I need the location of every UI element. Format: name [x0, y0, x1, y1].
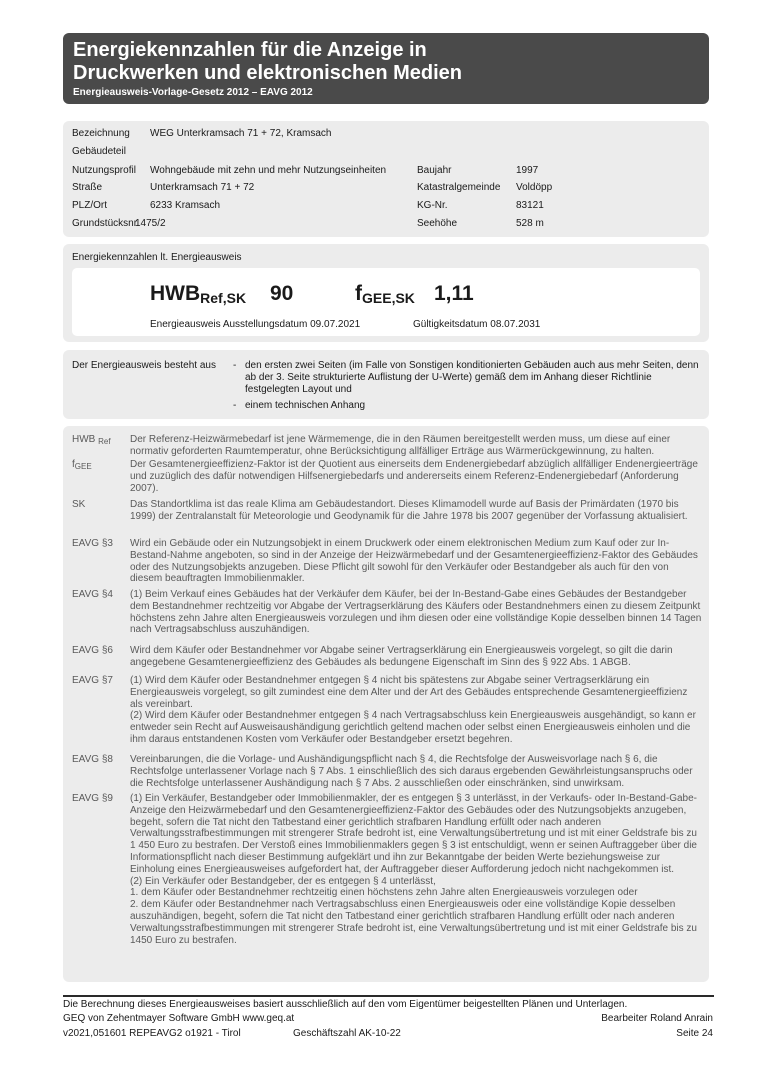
composition-label: Der Energieausweis besteht aus — [72, 360, 216, 371]
gueltig-date — [413, 319, 540, 330]
legal-text: (1) Beim Verkauf eines Gebäudes hat der Verkäufer dem Käufer, bei der In-Bestand-Gabe eines Gebäudes der Bestandgeber dem Bestandnehmer rechtzeitig vor Abgabe der Vertragserklärung des Käufers oder Bestandnehmers einen zu diesem Zeitpunkt höchstens zehn Jahre alten Energieausweis vorzulegen und ihm diesen oder eine vollständige Kopie desselben binnen 14 Tagen nach Vertragsabschluss auszuhändigen. — [130, 589, 702, 636]
composition-list — [233, 360, 701, 412]
gebaeudeteil-label: Gebäudeteil — [72, 146, 126, 157]
fgee-subscript: GEE,SK — [362, 290, 415, 306]
energy-figures-box — [63, 244, 709, 342]
plz-label: PLZ/Ort — [72, 200, 108, 211]
kg-value: 83121 — [516, 200, 544, 211]
legal-key: EAVG §7 — [72, 675, 113, 686]
katastral-value: Voldöpp — [516, 182, 553, 193]
legal-text: (1) Ein Verkäufer, Bestandgeber oder Immobilienmakler, der es entgegen § 3 unterlässt, in der Verkaufs- oder In-Bestand-Gabe-Anzeige den Heizwärmebedarf und den Gesamtenergieeffizienz-Faktor des Gebäudes oder des Nutzungsobjekts anzugeben, begeht, sofern die Tat nicht den Tatbestand einer gerichtlich strafbaren Handlung erfüllt oder nach anderen Verwaltungsstrafbestimmungen mit strengerer Strafe bedroht ist, eine Verwaltungsübertretung und ist mit einer Geldstrafe bis zu 1 450 Euro zu bestrafen. Der Verstoß eines Immobilienmaklers gegen § 3 ist entschuldigt, wenn er seinen Auftraggeber über die Informationspflicht nach dieser Bestimmung aufgeklärt und ihn zur Bekanntgabe der beiden Werte beziehungsweise zur Einholung eines Energieausweises aufgefordert hat, der Auftraggeber dieser Aufforderung jedoch nicht nachgekommen ist. (2) Ein Verkäufer oder Bestandgeber, der es entgegen § 4 unterlässt, 1. dem Käufer oder Bestandnehmer rechtzeitig einen höchstens zehn Jahre alten Energieausweis vorzulegen oder 2. dem Käufer oder Bestandnehmer nach Vertragsabschluss einen Energieausweis oder eine vollständige Kopie desselben auszuhändigen, begeht, sofern die Tat nicht den Tatbestand einer gerichtlich strafbaren Handlung erfüllt oder nach anderen Verwaltungsstrafbestimmungen mit strengerer Strafe bedroht ist, eine Verwaltungsübertretung und ist mit einer Geldstrafe bis zu 1450 Euro zu bestrafen. — [130, 793, 697, 946]
building-info-box — [63, 121, 709, 237]
footer-geschaeftszahl: Geschäftszahl AK-10-22 — [293, 1028, 401, 1039]
legal-key: EAVG §6 — [72, 645, 113, 656]
fgee-indicator — [355, 282, 415, 306]
seehoehe-value: 528 m — [516, 218, 544, 229]
fgee-value: 1,11 — [434, 282, 474, 305]
page-header — [63, 33, 709, 104]
grund-value: 1475/2 — [135, 218, 166, 229]
legal-key: EAVG §9 — [72, 793, 113, 804]
plz-value: 6233 Kramsach — [150, 200, 221, 211]
legal-key: $f_{GEE}$ — [72, 459, 92, 471]
legal-key: SK — [72, 499, 86, 510]
strasse-value: Unterkramsach 71 + 72 — [150, 182, 255, 193]
ausstellung-date — [150, 319, 360, 330]
legal-key: HWB $_{Ref}$ — [72, 434, 111, 446]
page-title-line1: Energiekennzahlen für die Anzeige in — [73, 39, 427, 61]
composition-box — [63, 350, 709, 419]
legal-text: (1) Wird dem Käufer oder Bestandnehmer entgegen § 4 nicht bis spätestens zur Abgabe seiner Vertragserklärung ein Energieausweis vorgelegt, so gilt zumindest eine dem Alter und der Art des Gebäudes entsprechende Gesamtenergieeffizienz als vereinbart. (2) Wird dem Käufer oder Bestandnehmer entgegen § 4 nach Vertragsabschluss kein Energieausweis ausgehändigt, so kann er entweder sein Recht auf Ausweisaushändigung gerichtlich geltend machen oder selbst einen Energieausweis einholen und die ihm daraus entstandenen Kosten vom Verkäufer oder Bestandgeber ersetzt begehren. — [130, 675, 696, 745]
gueltig-label: Gültigkeitsdatum — [413, 319, 488, 330]
list-item: - einem technischen Anhang — [233, 400, 366, 411]
bezeichnung-label: Bezeichnung — [72, 128, 130, 139]
footer-divider — [63, 995, 714, 997]
baujahr-value: 1997 — [516, 165, 539, 176]
page-subtitle: Energieausweis-Vorlage-Gesetz 2012 – EAVG 2012 — [73, 87, 313, 98]
legal-definitions-box — [63, 426, 709, 982]
fgee-symbol: f — [355, 282, 362, 305]
ausstellung-label: Energieausweis Ausstellungsdatum — [150, 319, 308, 330]
legal-key: EAVG §8 — [72, 754, 113, 765]
seehoehe-label: Seehöhe — [417, 218, 458, 229]
legal-key: EAVG §3 — [72, 538, 113, 549]
legal-key: EAVG §4 — [72, 589, 113, 600]
footer-software: GEQ von Zehentmayer Software GmbH www.geq.at — [63, 1013, 295, 1024]
hwb-indicator — [150, 282, 246, 306]
hwb-subscript: Ref,SK — [200, 290, 247, 306]
grund-label: Grundstücksnr. — [72, 218, 140, 229]
list-item: - den ersten zwei Seiten (im Falle von Sonstigen konditionierten Gebäuden auch aus mehr Seiten, denn ab der 3. Seite strukturierte Auflistung der U-Werte) gemäß dem im Anhang dieser Richtlinie festgelegten Layout und — [233, 360, 699, 395]
bezeichnung-value: WEG Unterkramsach 71 + 72, Kramsach — [150, 128, 332, 139]
katastral-label: Katastralgemeinde — [417, 182, 501, 193]
nutzungsprofil-value: Wohngebäude mit zehn und mehr Nutzungseinheiten — [150, 165, 387, 176]
page-title-line2: Druckwerken und elektronischen Medien — [73, 62, 462, 84]
gueltig-value: 08.07.2031 — [490, 319, 541, 330]
nutzungsprofil-label: Nutzungsprofil — [72, 165, 136, 176]
footer-bearbeiter: Bearbeiter Roland Anrain — [601, 1013, 713, 1024]
legal-text: Wird ein Gebäude oder ein Nutzungsobjekt in einem Druckwerk oder einem elektronischen Medium zum Kauf oder zur In-Bestand-Nahme angeboten, so sind in der Anzeige der Heizwärmebedarf und der Gesamtenergieeffizienz-Faktor des Gebäudes oder des Nutzungsobjekts anzugeben. Diese Pflicht gilt sowohl für den Verkäufer oder Bestandgeber als auch für den von diesem beauftragten Immobilienmakler. — [130, 538, 698, 585]
hwb-symbol: HWB — [150, 282, 201, 305]
footer-page-number: Seite 24 — [676, 1028, 713, 1039]
strasse-label: Straße — [72, 182, 103, 193]
footer-note: Die Berechnung dieses Energieausweises basiert ausschließlich auf den vom Eigentümer beigestellten Plänen und Unterlagen. — [63, 999, 628, 1010]
legal-text: Der Gesamtenergieeffizienz-Faktor ist der Quotient aus einerseits dem Endenergiebedarf abzüglich allfälliger Endenergieerträge und zuzüglich des dafür notwendigen Hilfsenergiebedarfs und andererseits einem Referenz-Endenergiebedarf (Anforderung 2007). — [130, 459, 698, 494]
legal-text: Der Referenz-Heizwärmebedarf ist jene Wärmemenge, die in den Räumen bereitgestellt werden muss, um diese auf einer normativ geforderten Raumtemperatur, ohne Berücksichtigung allfälliger Erträge aus Wärmerückgewinnung, zu halten. — [130, 434, 671, 457]
kg-label: KG-Nr. — [417, 200, 448, 211]
ausstellung-value: 09.07.2021 — [310, 319, 361, 330]
hwb-value: 90 — [270, 282, 294, 305]
energy-figures-panel — [72, 268, 700, 336]
legal-text: Vereinbarungen, die die Vorlage- und Aushändigungspflicht nach § 4, die Rechtsfolge der Ausweisvorlage nach § 6, die Rechtsfolge unterlassener Vorlage nach § 7 Abs. 1 einschließlich des sich daraus ergebenden Gewährleistungsanspruchs oder die Rechtsfolge unterlassener Aushändigung nach § 7 Abs. 2 ausschließen oder einschränken, sind unwirksam. — [130, 754, 693, 789]
baujahr-label: Baujahr — [417, 165, 452, 176]
legal-text: Das Standortklima ist das reale Klima am Gebäudestandort. Dieses Klimamodell wurde auf Basis der Primärdaten (1970 bis 1999) der Zentralanstalt für Meteorologie und Geodynamik für die Jahre 1978 bis 2007 gegenüber der Vorfassung aktualisiert. — [130, 499, 688, 522]
energy-figures-label: Energiekennzahlen lt. Energieausweis — [72, 252, 242, 263]
legal-text: Wird dem Käufer oder Bestandnehmer vor Abgabe seiner Vertragserklärung ein Energieausweis vorgelegt, so gilt die darin angegebene Gesamtenergieeffizienz des Gebäudes als bedungene Eigenschaft im Sinn des § 922 Abs. 1 ABGB. — [130, 645, 673, 668]
footer-version: v2021,051601 REPEAVG2 o1921 - Tirol — [63, 1028, 241, 1039]
